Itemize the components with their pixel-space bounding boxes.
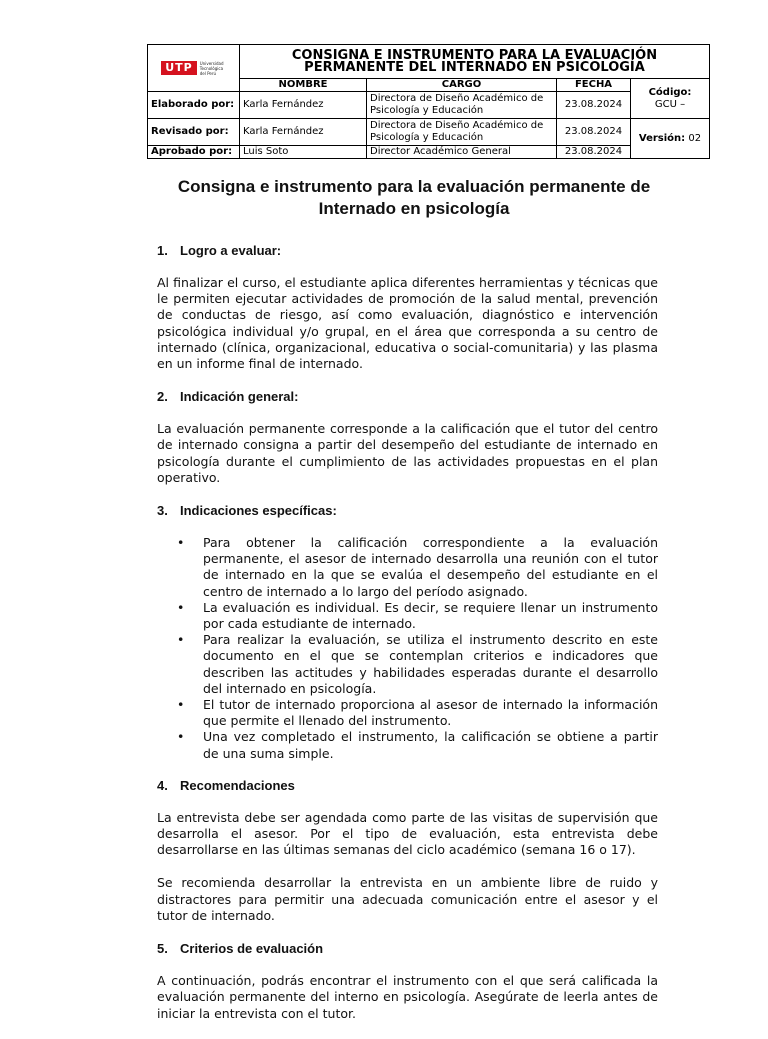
- section-indicacion-general: [157, 389, 658, 486]
- header-title: CONSIGNA E INSTRUMENTO PARA LA EVALUACIÓN PERMANENTE DEL INTERNADO EN PSICOLOGÍA: [240, 45, 710, 79]
- row-cargo: Directora de Diseño Académico de Psicología y Educación: [367, 92, 557, 119]
- list-item: • Para realizar la evaluación, se utiliza el instrumento descrito en este documento en el que se contemplan criterios e indicadores que describen las actitudes y habilidades esperadas durante el desarrollo del internado en psicología.: [203, 632, 658, 697]
- row-name: Luis Soto: [240, 146, 367, 159]
- col-nombre: NOMBRE: [240, 79, 367, 92]
- utp-logo: [161, 61, 226, 76]
- section-title: Recomendaciones: [180, 777, 295, 793]
- list-item: • La evaluación es individual. Es decir, se requiere llenar un instrumento por cada estudiante de internado.: [203, 600, 658, 632]
- section-heading: [157, 389, 658, 405]
- section-text: La evaluación permanente corresponde a la calificación que el tutor del centro de internado consigna a partir del desempeño del estudiante de internado en psicología durante el cumplimiento de las actividades propuestas en el plan operativo.: [157, 421, 658, 485]
- section-indicaciones-especificas: [157, 503, 658, 762]
- section-recomendaciones: [157, 778, 658, 924]
- version-value: 02: [688, 132, 702, 144]
- section-title: Indicación general:: [180, 389, 299, 405]
- section-heading: [157, 778, 658, 794]
- bullet-list: [157, 535, 658, 762]
- section-text: La entrevista debe ser agendada como parte de las visitas de supervisión que desarrolla el asesor. Por el tipo de evaluación, esta entrevista debe desarrollarse en las últimas semanas del ciclo académico (semana 16 o 17).: [157, 809, 658, 858]
- table-row: [148, 92, 710, 119]
- row-fecha: 23.08.2024: [557, 146, 631, 159]
- codigo-cell: [631, 79, 710, 119]
- list-item: • Una vez completado el instrumento, la calificación se obtiene a partir de una suma simple.: [203, 729, 658, 761]
- row-fecha: 23.08.2024: [557, 92, 631, 119]
- row-cargo: Directora de Diseño Académico de Psicología y Educación: [367, 119, 557, 146]
- version-cell: [631, 119, 710, 159]
- table-row: [148, 119, 710, 146]
- section-criterios: [157, 941, 658, 1022]
- logo-cell: [148, 45, 240, 92]
- list-item: • Para obtener la calificación correspondiente a la evaluación permanente, el asesor de internado desarrolla una reunión con el tutor de internado en la que se evalúa el desempeño del estudiante en el centro de internado a lo largo del período asignado.: [203, 535, 658, 600]
- document-title: Consigna e instrumento para la evaluación permanente de Internado en psicología: [177, 177, 651, 218]
- row-name: Karla Fernández: [240, 119, 367, 146]
- section-number: 2.: [157, 389, 168, 405]
- header-table: [147, 44, 710, 159]
- section-title: Indicaciones específicas:: [180, 503, 337, 519]
- codigo-value: GCU –: [654, 98, 686, 110]
- logo-mark: UTP: [161, 61, 197, 75]
- section-heading: [157, 941, 658, 957]
- section-heading: [157, 243, 658, 259]
- section-number: 3.: [157, 503, 168, 519]
- table-row: [148, 146, 710, 159]
- logo-subtext: Universidad Tecnológica del Perú: [199, 60, 224, 76]
- row-cargo: Director Académico General: [367, 146, 557, 159]
- section-number: 1.: [157, 243, 168, 258]
- section-title: Criterios de evaluación: [180, 941, 324, 957]
- section-text: Al finalizar el curso, el estudiante aplica diferentes herramientas y técnicas que le permiten ejecutar actividades de promoción de la salud mental, prevención de conductas de riesgo, así como evaluación, diagnóstico e intervención psicológica individual y/o grupal, en el área que corresponda a su centro de internado (clínica, organizacional, educativa o social-comunitaria) y las plasma en un informe final de internado.: [157, 275, 658, 372]
- section-text-2: Se recomienda desarrollar la entrevista en un ambiente libre de ruido y distractores para permitir una adecuada comunicación entre el asesor y el tutor de internado.: [157, 875, 658, 923]
- section-title: Logro a evaluar:: [180, 243, 282, 258]
- codigo-label: Código:: [648, 86, 692, 98]
- section-number: 5.: [157, 941, 168, 957]
- section-number: 4.: [157, 777, 168, 793]
- section-text: A continuación, podrás encontrar el instrumento con el que será calificada la evaluación permanente del interno en psicología. Asegúrate de leerla antes de iniciar la entrevista con el tutor.: [157, 973, 658, 1021]
- col-fecha: FECHA: [557, 79, 631, 92]
- section-heading: [157, 503, 658, 519]
- col-cargo: CARGO: [367, 79, 557, 92]
- row-fecha: 23.08.2024: [557, 119, 631, 146]
- row-role: Revisado por:: [148, 119, 240, 146]
- row-role: Elaborado por:: [148, 92, 240, 119]
- version-label: Versión:: [638, 132, 686, 144]
- document-body: [157, 243, 658, 1039]
- list-item: • El tutor de internado proporciona al asesor de internado la información que permite el llenado del instrumento.: [203, 697, 658, 729]
- row-role: Aprobado por:: [148, 146, 240, 159]
- section-logro: [157, 243, 658, 372]
- row-name: Karla Fernández: [240, 92, 367, 119]
